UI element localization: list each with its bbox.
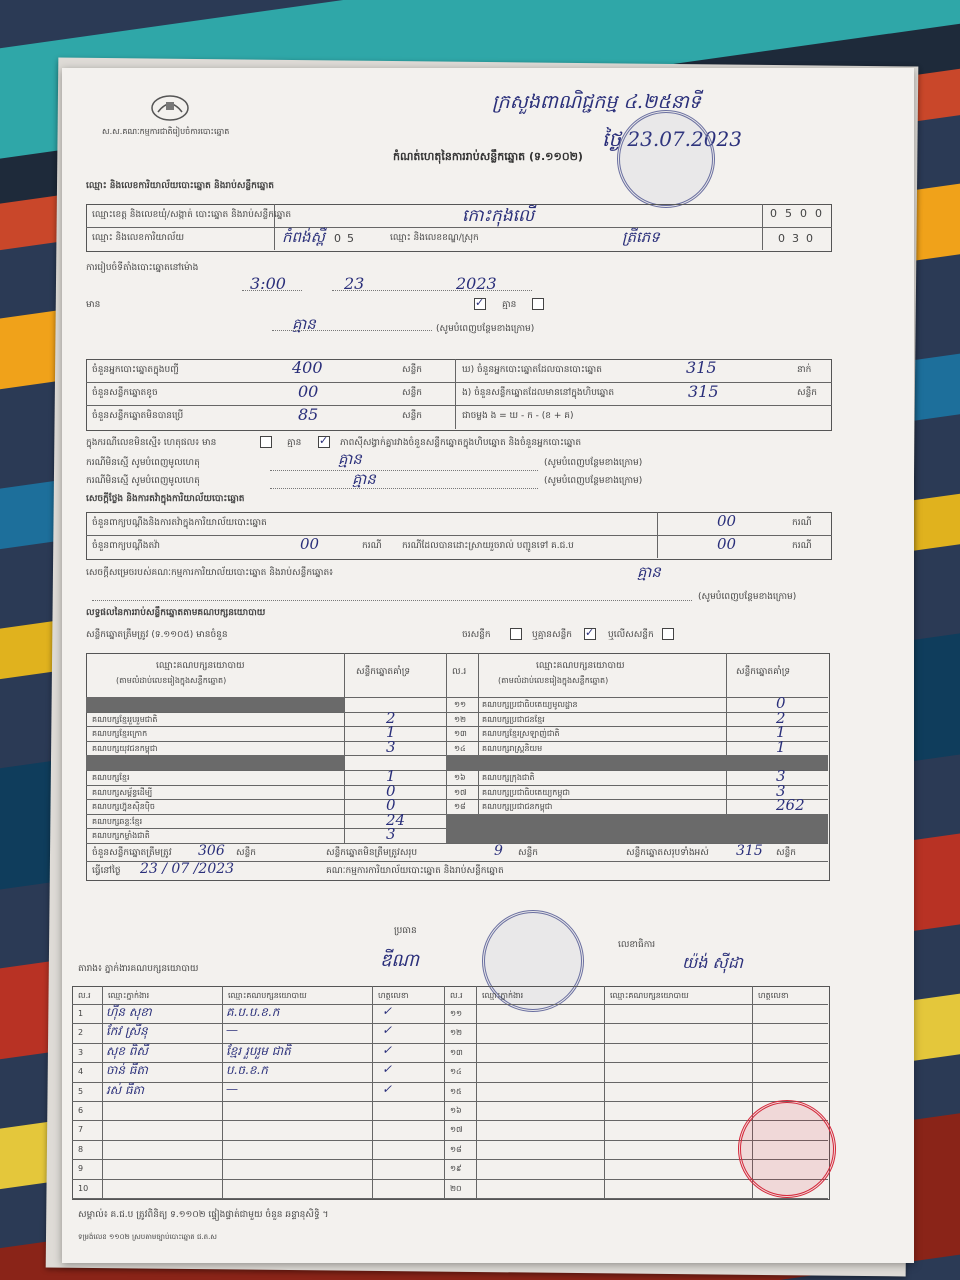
party-right-label: គណបក្សខ្មែរស្រឡាញ់ជាតិ [482, 729, 560, 739]
th-party-left: ឈ្មោះគណបក្សនយោបាយ [156, 661, 245, 671]
party-right-votes: 2 [776, 708, 786, 727]
observer-signature: ✓ [382, 1062, 393, 1077]
spoiled-label: ចំនួនសន្លឹកឆ្នោតខូច [92, 388, 158, 398]
observer-row-number-2: ១៩ [450, 1164, 462, 1174]
party-left-label: គណបក្សយុវជនកម្ពុជា [92, 743, 158, 753]
observer-row-number-2: ១៦ [450, 1106, 462, 1115]
party-right-label: គណបក្សប្រជាជនខ្មែរ [482, 714, 545, 724]
party-right-votes: 1 [776, 737, 786, 756]
party-left-label: គណបក្សខ្មែរក្រោក [92, 729, 148, 739]
row1-unit: ករណី [792, 518, 812, 528]
row2-mid: ករណីដែលបានដោះស្រាយរួចរាល់ បញ្ជូនទៅ គ.ជ.ប [402, 541, 574, 551]
ballots-value: 315 [688, 382, 719, 401]
voted-label: ឃ) ចំនួនអ្នកបោះឆ្នោតដែលបានបោះឆ្នោត [462, 365, 602, 375]
party-right-votes: 1 [776, 723, 786, 742]
valid-unit: សន្លឹក [236, 848, 256, 858]
observer-name: ហ៊ីន សុខា [106, 1005, 152, 1019]
agency-name: ស.ស.គណៈកម្មការជាតិរៀបចំការបោះឆ្នោត [102, 127, 230, 136]
party-right-votes: 262 [776, 796, 805, 815]
secretary-name: យ៉ង់ ស៊ីដា [682, 953, 743, 972]
time-value: 3:00 [250, 274, 286, 293]
observer-row-number: 5 [78, 1086, 84, 1096]
voted-unit: នាក់ [797, 365, 812, 375]
th-no: ល.រ [452, 667, 467, 677]
observer-party: — [226, 1023, 238, 1038]
party-left-label: គណបក្សហ្វ៊ុនស៊ិនប៉ិច [92, 802, 155, 812]
emblem-logo [148, 92, 192, 122]
th-votes-right: សន្លឹកឆ្នោតគាំទ្រ [736, 667, 791, 677]
shaded-row [86, 755, 344, 770]
observer-name: កែវ ស្រីនុ [106, 1024, 148, 1039]
party-right-votes: 0 [776, 694, 786, 712]
observer-row-number: 9 [78, 1164, 84, 1174]
party-left-label: គណបក្សឆន្ទៈខ្មែរ [92, 816, 143, 826]
party-right-label: គណបក្សប្រជាជនកម្ពុជា [482, 802, 553, 812]
observers-table [72, 986, 830, 1200]
district-digits: 030 [778, 232, 820, 245]
party-left-votes: 3 [386, 825, 396, 844]
valid-label: ចំនួនសន្លឹកឆ្នោតត្រឹមត្រូវ [92, 848, 172, 858]
observer-signature: ✓ [382, 1004, 393, 1018]
fill-hint: (សូមបំពេញបន្ថែមខាងក្រោម) [544, 476, 643, 486]
reason-value: គ្មាន [292, 315, 316, 333]
observer-name: រស់ ធីតា [106, 1082, 145, 1097]
line-a-value: គ្មាន [338, 450, 362, 468]
date-year-value: 2023 [456, 274, 497, 293]
commune-digits: 05 [334, 232, 360, 245]
observer-column-header: ឈ្មោះគណបក្សនយោបាយ [228, 991, 307, 1000]
fill-hint: (សូមបំពេញបន្ថែមខាងក្រោម) [544, 458, 643, 468]
observer-signature: ✓ [382, 1081, 393, 1096]
th-votes: សន្លឹកឆ្នោតគាំទ្រ [356, 667, 411, 677]
spoiled-value: 00 [298, 382, 319, 401]
checkbox-yes[interactable] [474, 298, 486, 310]
observer-name: ចាន់ ធីតា [106, 1063, 148, 1078]
district-label: ឈ្មោះ និងលេខខណ្ឌ/ស្រុក [390, 233, 479, 243]
observer-signature: ✓ [382, 1023, 393, 1038]
time-line-label: ការរៀបចំទីតាំងបោះឆ្នោតនៅម៉ោង [86, 263, 199, 273]
counts-box [86, 359, 832, 431]
row-number: ១៤ [454, 743, 466, 753]
th-party-left-sub: (តាមលំដាប់លេខរៀងក្នុងសន្លឹកឆ្នោត) [116, 676, 227, 685]
invalid-value: 9 [494, 843, 503, 859]
line-c-label: សេចក្ដីសម្រេចរបស់គណៈកម្មការការិយាល័យបោះឆ្នោត និងរាប់សន្លឹកឆ្នោត៖ [86, 568, 334, 578]
observer-party: ប.ច.ខ.ក [226, 1063, 268, 1078]
observer-name: សុខ ពិសី [106, 1043, 148, 1058]
secretary-label: លេខាធិការ [618, 940, 656, 950]
total-unit: សន្លឹក [776, 848, 796, 858]
party-left-votes: 0 [386, 781, 396, 800]
observer-column-header: ឈ្មោះភ្នាក់ងារ [482, 991, 524, 1000]
election-count-form [62, 68, 914, 1263]
check-line-none: គ្មាន [287, 438, 302, 448]
row-number: ១១ [454, 700, 467, 709]
observer-row-number: 1 [78, 1009, 84, 1018]
formula: ជាចម្លង ង = ឃ - ក - (ខ + គ) [462, 411, 574, 421]
shaded-row [86, 697, 344, 712]
chief-name: ឌីណា [380, 950, 420, 971]
check-line: ក្នុងករណីលេខមិនស្មើ៖ ហេតុផល៖ មាន [86, 438, 217, 448]
official-stamp-top [617, 110, 715, 208]
line-b-value: គ្មាន [352, 470, 376, 488]
row2-value-b: 00 [717, 535, 737, 553]
row2-value: 00 [300, 535, 320, 553]
row-number: ១២ [454, 714, 467, 724]
checkbox-excess[interactable] [662, 628, 674, 640]
checkbox-no[interactable] [532, 298, 544, 310]
party-left-label: គណបក្សកម្លាំងជាតិ [92, 831, 150, 841]
line-c-value: គ្មាន [637, 563, 661, 581]
party-left-label: គណបក្សសម្ព័ន្ធដើម្បី [92, 787, 153, 797]
observer-column-header: ល.រ [450, 991, 463, 1000]
date-line-value: 23 / 07 /2023 [140, 861, 235, 877]
voted-value: 315 [686, 358, 717, 377]
unit-label: សន្លឹក [797, 388, 817, 398]
station-label: ឈ្មោះខេត្ត និងលេខឃុំ/សង្កាត់ បោះឆ្នោត និងរាប់សន្លឹកឆ្នោត [92, 210, 292, 220]
observer-row-number-2: ១៧ [450, 1125, 463, 1135]
checkbox-exact[interactable] [510, 628, 522, 640]
valid-value: 306 [198, 843, 225, 859]
party-right-label: គណបក្សប្រជាធិបតេយ្យកម្ពុជា [482, 787, 571, 797]
checkbox-mismatch-yes[interactable] [260, 436, 272, 448]
observer-row-number-2: ១៨ [450, 1144, 462, 1154]
observer-row-number: 3 [78, 1047, 84, 1057]
line-b-label: ករណីមិនស្មើ សូមបំពេញមូលហេតុ [86, 476, 200, 486]
observer-row-number: 2 [78, 1028, 84, 1038]
total-value: 315 [736, 843, 763, 859]
th-party-right: ឈ្មោះគណបក្សនយោបាយ [536, 661, 625, 671]
row2-unit: ករណី [362, 541, 382, 551]
party-left-votes: 0 [386, 796, 396, 815]
observer-column-header: ហត្ថលេខា [378, 991, 409, 1000]
invalid-unit: សន្លឹក [518, 848, 538, 858]
line-a-label: ករណីមិនស្មើ សូមបំពេញមូលហេតុ [86, 458, 200, 468]
party-left-votes: 2 [386, 708, 396, 727]
observer-row-number-2: ១១ [450, 1009, 463, 1018]
observer-row-number: 8 [78, 1144, 84, 1154]
observer-row-number-2: ១៥ [450, 1086, 462, 1096]
cb-exact-label: ចរសន្លឹក [462, 630, 491, 640]
unused-label: ចំនួនសន្លឹកឆ្នោតមិនបានប្រើ [92, 411, 184, 421]
footer-small: ទម្រង់លេខ ១១០២ ស្របតាមច្បាប់បោះឆ្នោត ជ.ត.ស [78, 1233, 217, 1241]
committee-label: គណៈកម្មការការិយាល័យបោះឆ្នោត និងរាប់សន្លឹកឆ្នោត [326, 866, 504, 876]
observer-column-header: ឈ្មោះភ្នាក់ងារ [108, 991, 150, 1000]
invalid-label: សន្លឹកឆ្នោតមិនត្រឹមត្រូវសរុប [326, 848, 418, 858]
commune-value: កំពង់ស្ពឺ [282, 228, 325, 246]
fill-hint: (សូមបំពេញបន្ថែមខាងក្រោម) [698, 592, 797, 602]
shaded-row [446, 828, 828, 843]
observer-row-number: 10 [78, 1183, 89, 1193]
checkbox-missing[interactable] [584, 628, 596, 640]
party-left-votes: 1 [386, 723, 396, 742]
check-desc: ភាពស៊ីសង្វាក់គ្នារវាងចំនួនសន្លឹកឆ្នោតក្នុងហិបឆ្នោត និងចំនួនអ្នកបោះឆ្នោត [340, 438, 582, 448]
unused-value: 85 [298, 405, 319, 424]
observer-row-number-2: ១៣ [450, 1047, 463, 1057]
row2-label: ចំនួនពាក្យបណ្ដឹងតវ៉ា [92, 541, 160, 551]
footer-note: សម្គាល់៖ គ.ជ.ប ត្រូវពិនិត្យ ទ.១១០២ ផ្ទៀងផ្ទាត់ជាមួយ ចំនួន ឆន្ទានុសិទ្ធិ ។ [78, 1210, 329, 1220]
party-left-votes: 1 [386, 767, 396, 785]
unit-label: សន្លឹក [402, 388, 422, 398]
party-right-label: គណបក្សរាស្ត្រនិយម [482, 743, 543, 753]
row-number: ១៦ [454, 773, 466, 782]
observer-column-header: ហត្ថលេខា [758, 991, 789, 1000]
total-label: សន្លឹកឆ្នោតសរុបទាំងអស់ [626, 848, 709, 858]
observer-party: — [226, 1081, 238, 1096]
checkbox-mismatch-no[interactable] [318, 436, 330, 448]
handwritten-code: ក្រសួងពាណិជ្ជកម្ម ៤.២៥នាទី [492, 91, 701, 113]
shaded-row [446, 814, 828, 829]
date-day-value: 23 [344, 274, 365, 293]
section-d-title: លទ្ធផលនៃការរាប់សន្លឹកឆ្នោតតាមគណបក្សនយោបាយ [86, 608, 266, 618]
row1-label: ចំនួនពាក្យបណ្ដឹងនិងការតវ៉ាក្នុងការិយាល័យបោះឆ្នោត [92, 518, 267, 528]
observer-row-number: 4 [78, 1067, 84, 1077]
observer-row-number: 6 [78, 1106, 84, 1115]
cb-yes-label: មាន [86, 300, 101, 310]
results-table [86, 653, 830, 881]
observer-row-number-2: ១៤ [450, 1067, 462, 1077]
party-right-label: គណបក្សប្រជាធិបតេយ្យមូលដ្ឋាន [482, 700, 578, 709]
reason-hint: (សូមបំពេញបន្ថែមខាងក្រោម) [436, 324, 535, 334]
section-a-title: ឈ្មោះ និងលេខការិយាល័យបោះឆ្នោត និងរាប់សន្លឹកឆ្នោត [86, 181, 274, 191]
row2-unit-b: ករណី [792, 541, 812, 551]
observer-party: គ.ប.ប.ខ.ក [226, 1005, 280, 1019]
row-number: ១៨ [454, 802, 466, 812]
observers-label: តារាង៖ ភ្នាក់ងារគណបក្សនយោបាយ [78, 964, 199, 974]
total-voters-value: 400 [292, 358, 323, 377]
station-digits: 0500 [770, 207, 830, 220]
th-party-right-sub: (តាមលំដាប់លេខរៀងក្នុងសន្លឹកឆ្នោត) [498, 676, 609, 685]
red-official-stamp [738, 1100, 836, 1198]
unit-label: សន្លឹក [402, 365, 422, 375]
cb-excess-label: ឬលើសសន្លឹក [608, 630, 654, 640]
total-voters-label: ចំនួនអ្នកបោះឆ្នោតក្នុងបញ្ជី [92, 365, 179, 375]
observer-row-number: 7 [78, 1125, 84, 1135]
observer-column-header: ឈ្មោះគណបក្សនយោបាយ [610, 991, 689, 1000]
party-left-label: គណបក្សខ្មែររួបរួមជាតិ [92, 714, 158, 724]
section-c-title: សេចក្ដីថ្លែង និងការតវ៉ាក្នុងការិយាល័យបោះឆ្នោត [86, 494, 245, 504]
observer-row-number-2: ២០ [450, 1183, 462, 1193]
row-number: ១៧ [454, 787, 467, 797]
district-value: ត្រីភេទ [622, 228, 660, 246]
date-line-label: ធ្វើនៅថ្ងៃ [92, 866, 121, 876]
station-value: កោះកុងលើ [462, 206, 535, 226]
section-d-sub: សន្លឹកឆ្នោតត្រឹមត្រូវ (ទ.១១០៥) មានចំនួន [86, 630, 228, 640]
observer-party: ខ្មែរ រួបរួម ជាតិ [226, 1043, 291, 1058]
cb-no-label: គ្មាន [502, 300, 517, 310]
party-left-votes: 24 [386, 810, 406, 829]
commune-label: ឈ្មោះ និងលេខការិយាល័យ [92, 233, 185, 243]
cb-missing-label: ឬគ្មានសន្លឹក [532, 630, 572, 640]
observer-signature: ✓ [382, 1042, 393, 1057]
form-title: កំណត់ហេតុនៃការរាប់សន្លឹកឆ្នោត (ទ.១១០២) [393, 150, 583, 163]
party-left-label: គណបក្សខ្មែរ [92, 773, 130, 782]
row1-value: 00 [717, 512, 737, 530]
party-right-votes: 3 [776, 767, 786, 785]
ballots-label: ង) ចំនួនសន្លឹកឆ្នោតដែលមាននៅក្នុងហិបឆ្នោត [462, 388, 615, 398]
chief-label: ប្រធាន [394, 926, 417, 936]
party-left-votes: 3 [386, 737, 396, 756]
party-right-label: គណបក្សក្រុងជាតិ [482, 773, 535, 782]
unit-label: សន្លឹក [402, 411, 422, 421]
shaded-row [446, 755, 828, 770]
handwritten-date: ថ្ងៃ 23.07.2023 [602, 127, 742, 151]
party-right-votes: 3 [776, 781, 786, 800]
observer-column-header: ល.រ [78, 991, 91, 1000]
observer-row-number-2: ១២ [450, 1028, 463, 1038]
row-number: ១៣ [454, 729, 467, 739]
